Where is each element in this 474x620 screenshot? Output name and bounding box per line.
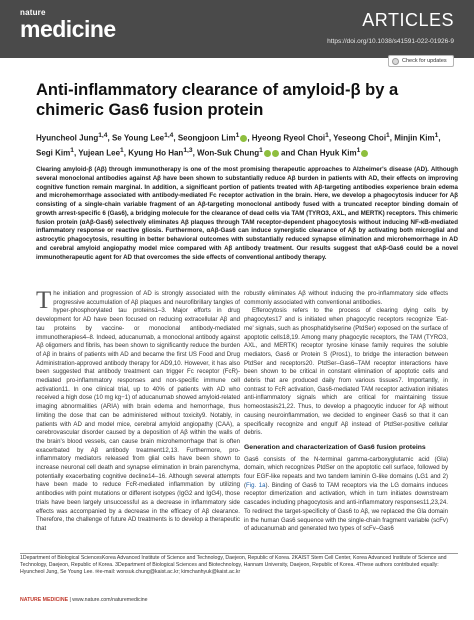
- body-column-right: [244, 290, 448, 534]
- body-paragraph: robustly eliminates Aβ without inducing the pro-inflammatory side effects commonly associated with conventional antibodies.: [244, 290, 448, 306]
- figure-link[interactable]: Fig. 1a: [246, 481, 266, 489]
- author-name[interactable]: Minjin Kim: [394, 133, 435, 143]
- author-name[interactable]: Kyung Ho Han: [128, 148, 184, 158]
- author-affiliation: 1,3: [183, 147, 193, 155]
- author-affiliation: 1: [325, 132, 329, 139]
- orcid-icon[interactable]: [240, 135, 247, 142]
- author-affiliation: 1: [120, 147, 124, 155]
- journal-logo-small: nature: [20, 8, 46, 17]
- journal-logo-big: medicine: [20, 16, 116, 42]
- author-name[interactable]: Yeseong Choi: [333, 133, 387, 143]
- author-name[interactable]: Won-Suk Chung: [197, 148, 260, 158]
- orcid-icon[interactable]: [361, 150, 368, 157]
- author-list: Hyuncheol Jung$^{1,4}$, Se Young Lee$^{1,4}$, Seongjoon Lim$^1$ , Hyeong Ryeol Choi$^1$, Yeseong Choi$^1$, Minjin Kim$^1$, Segi Kim$^1$, Yujean Lee$^1$, Kyung Ho Han$^{1,3}$, Won-Suk Chung$^1$ and Chan Hyuk Kim$^1$: [36, 132, 441, 158]
- author-name[interactable]: Hyuncheol Jung: [36, 133, 99, 143]
- article-title: Anti-inflammatory clearance of amyloid-β by a chimeric Gas6 fusion protein: [36, 81, 399, 119]
- check-for-updates-button[interactable]: [388, 55, 454, 67]
- author-affiliation: 1: [386, 132, 390, 139]
- author-name[interactable]: Se Young Lee: [111, 133, 165, 143]
- author-affiliation: 1: [235, 132, 240, 139]
- section-label: ARTICLES: [362, 10, 454, 30]
- author-name[interactable]: Segi Kim: [36, 148, 71, 158]
- author-affiliation: 1,4: [164, 132, 174, 139]
- author-name[interactable]: Seongjoon Lim: [177, 133, 236, 143]
- body-paragraph: [244, 456, 448, 534]
- orcid-icon[interactable]: [264, 150, 271, 157]
- author-name[interactable]: Hyeong Ryeol Choi: [251, 133, 326, 143]
- drop-cap: T: [36, 287, 52, 314]
- author-affiliation: 1: [259, 147, 263, 155]
- affiliations-footnote: 1Department of Biological SciencesKorea Advanced Institute of Science and Technology, Daejeon, Republic of Korea. 2KAIST Stem Cell Center, Korea Advanced Institute of Science and Technology, Daejeon, Republic of Korea. 3Department of Biological Sciences and Biotechnology, Hannam University, Daejeon, Republic of Korea. 4These authors contributed equally: Hyuncheol Jung, Se Young Lee. ✉e-mail: wonsuk.chung@kaist.ac.kr; kimchanhyuk@kaist.ac.kr: [20, 555, 447, 576]
- abstract: Clearing amyloid-β (Aβ) through immunotherapy is one of the most promising therapeutic approaches to Alzheimer's disease (AD). Although several monoclonal antibodies against Aβ have been shown to substantially reduce Aβ burden in patients with AD, their effects on improving cognitive function remain marginal. In addition, a significant portion of patients treated with Aβ-targeting antibodies experience brain edema and microhemorrhage associated with antibody-mediated Fc receptor activation in the brain. Here, we develop a phagocytosis inducer for Aβ consisting of a single-chain variable fragment of an Aβ-targeting monoclonal antibody fused with a truncated receptor binding domain of growth arrest-specific 6 (Gas6), a bridging molecule for the clearance of dead cells via TAM (TYRO3, AXL, and MERTK) receptors. This chimeric fusion protein (αAβ-Gas6) selectively eliminates Aβ plaques through TAM receptor-dependent phagocytosis without inducing NF-κB-mediated inflammatory response or reactive gliosis. Furthermore, αAβ-Gas6 can induce synergistic clearance of Aβ by activating both microglial and astrocytic phagocytosis, resulting in better behavioral outcomes with substantially reduced synapse elimination and microhemorrhage in AD and cerebral amyloid angiopathy model mice compared with Aβ antibody treatment. Our results suggest that αAβ-Gas6 could be a novel immunotherapeutic agent for AD that overcomes the side effects of conventional antibody therapy.: [36, 166, 458, 261]
- author-affiliation: 1: [434, 132, 439, 139]
- doi-link[interactable]: https://doi.org/10.1038/s41591-022-01926-9: [327, 38, 454, 45]
- body-column-left: [36, 287, 240, 534]
- section-heading: Generation and characterization of Gas6 fusion proteins: [244, 443, 426, 451]
- author-affiliation: 1,4: [98, 132, 108, 139]
- journal-logo: [20, 9, 116, 41]
- orcid-icon[interactable]: [272, 150, 279, 157]
- footer-url[interactable]: | www.nature.com/naturemedicine: [69, 597, 148, 603]
- author-affiliation: 1: [356, 147, 361, 155]
- check-for-updates-label: Check for updates: [402, 58, 447, 64]
- body-text: he initiation and progression of AD is strongly associated with the progressive accumulation of Aβ plaques and neurofibrillary tangles of hyper-phosphorylated tau proteins1–3. Major efforts in drug development for AD have been focused on reducing extracellular Aβ and tau proteins by vaccine- or monoclonal antibody-mediated immunotherapies4–8. Indeed, aducanumab, a monoclonal antibody against Aβ oligomers and fibrils, has been shown to significantly reduce the burden of Aβ in brains of patients with AD and became the first US Food and Drug Administration-approved antibody therapy for AD9,10. However, it has also been suggested that antibody treatment can trigger Fc receptor (FcR)-mediated pro-inflammatory responses and non-specific immune cell activation11. In one clinical trial, up to 40% of patients with AD who received a high dose (10 mg kg−1) of aducanumab showed amyloid-related imaging abnormalities (ARIA) with brain edema and hemorrhage, thus limiting the dose that can be administered without toxicity9. Notably, in patients with AD and model mice, cerebral amyloid angiopathy (CAA), a cerebrovascular disorder caused by a deposition of Aβ within the walls of the brain's blood vessels, can cause brain microhemorrhage that is often exacerbated by Aβ antibody treatment12,13. Furthermore, pro-inflammatory mediators released from glial cells have been shown to increase neuronal cell death and synapse elimination in brain parenchyma, potentially exacerbating cognitive decline14–16. Although several attempts have been made to reduce FcR-mediated inflammation by utilizing antibodies with point mutations or different isotypes (IgG2 and IgG4), those trials have been largely unsuccessful as a decrease in inflammatory side effects was accompanied by a decrease in the efficacy of Aβ clearance. Therefore, the challenge of future AD treatments is to develop a therapeutic that: [36, 290, 240, 532]
- author-name[interactable]: Yujean Lee: [78, 148, 121, 158]
- author-affiliation: 1: [70, 147, 74, 155]
- author-name[interactable]: and Chan Hyuk Kim: [281, 148, 357, 158]
- body-text: Gas6 consists of the N-terminal gamma-carboxyglutamic acid (Gla) domain, which recognizes PtdSer on the apoptotic cell surface, followed by four EGF-like repeats and two tandem laminin G-like domains (LG1 and 2) (: [244, 455, 448, 489]
- page-footer: [20, 597, 460, 603]
- body-text: ). Binding of Gas6 to TAM receptors via the LG domains induces receptor dimerization and activation, which in turn initiates downstream cascades including phagocytosis and anti-inflammatory responses11,23,24. To redirect the target-specificity of Gas6 to Aβ, we replaced the Gla domain in the human Gas6 sequence with the single-chain fragment variable (scFv) of aducanumab and generated two types of scFv–Gas6: [244, 481, 448, 533]
- crossmark-icon: [392, 58, 399, 65]
- journal-header: [0, 0, 474, 58]
- body-paragraph: Efferocytosis refers to the process of clearing dying cells by phagocytes17 and is initiated when phagocytic receptors recognize 'Eat-me' signals, such as phosphatidylserine (PtdSer) exposed on the surface of apoptotic cells18,19. Among many phagocytic receptors, the TAM (TYRO3, AXL, and MERTK) receptor tyrosine kinase family requires the soluble mediators, Gas6 or Protein S (Pros1), to bridge the interaction between PtdSer and receptors20. PtdSer–Gas6–TAM receptor interactions have been shown to be critical in constant elimination of apoptotic cells and debris that are produced daily from various tissues7. Importantly, in contrast to FcR activation, Gas6-mediated TAM receptor activation initiates anti-inflammatory signals which are critical for maintaining tissue homeostasis21,22. Thus, to develop a phagocytic inducer for Aβ without causing neuroinflammation, we decided to engineer Gas6 so that it can specifically recognize and engulf Aβ instead of PtdSer-positive cellular debris.: [244, 307, 448, 437]
- footnote-divider: [20, 553, 458, 554]
- footer-journal: NATURE MEDICINE: [20, 597, 69, 603]
- body-paragraph: [36, 287, 240, 534]
